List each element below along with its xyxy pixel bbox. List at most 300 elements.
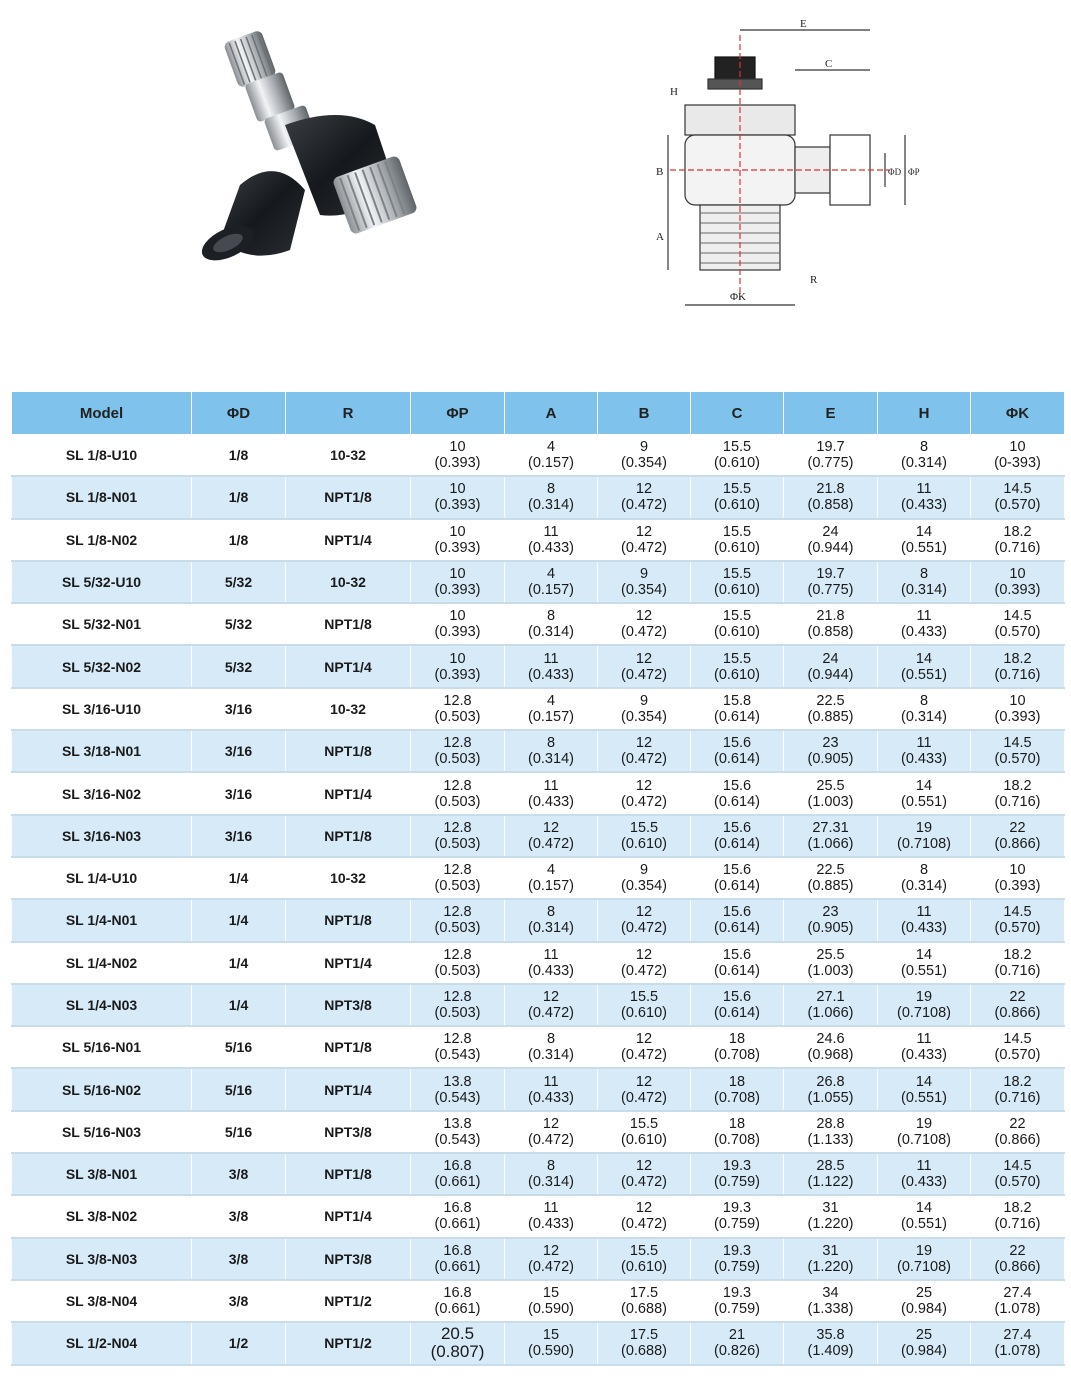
table-cell bbox=[411, 730, 505, 772]
metric-value: 12 bbox=[542, 989, 560, 1005]
inch-value: (0.314) bbox=[528, 920, 574, 937]
metric-value: 24.6 bbox=[816, 1031, 845, 1048]
table-cell bbox=[784, 730, 878, 772]
table-cell bbox=[505, 561, 598, 603]
metric-value: 20.5 bbox=[440, 1324, 475, 1344]
table-cell bbox=[598, 984, 691, 1026]
table-cell bbox=[784, 1322, 878, 1364]
table-cell bbox=[784, 984, 878, 1026]
column-header: R bbox=[286, 392, 411, 435]
table-cell bbox=[505, 1026, 598, 1068]
table-cell bbox=[598, 942, 691, 984]
inch-value: (0.503) bbox=[434, 793, 481, 810]
table-cell: 10-32 bbox=[286, 435, 411, 477]
table-row bbox=[12, 1322, 1065, 1364]
inch-value: (0.858) bbox=[807, 624, 854, 641]
inch-value: (0.614) bbox=[714, 708, 760, 725]
table-cell: SL 3/16-N02 bbox=[12, 772, 192, 814]
inch-value: (0.610) bbox=[714, 582, 760, 599]
table-cell bbox=[691, 730, 784, 772]
metric-value: 12 bbox=[542, 1115, 560, 1132]
table-cell bbox=[878, 815, 971, 857]
metric-value: 14 bbox=[915, 1200, 933, 1217]
label-b: B bbox=[656, 166, 664, 178]
metric-value: 12.8 bbox=[443, 862, 472, 879]
metric-value: 12 bbox=[542, 1242, 560, 1259]
table-cell: NPT1/4 bbox=[286, 1068, 411, 1110]
table-cell bbox=[971, 476, 1065, 518]
table-cell bbox=[971, 984, 1065, 1026]
table-cell bbox=[878, 857, 971, 899]
metric-value: 11 bbox=[916, 904, 932, 921]
inch-value: (0.433) bbox=[901, 497, 947, 514]
metric-value: 18.2 bbox=[1003, 650, 1032, 667]
inch-value: (0.570) bbox=[994, 1174, 1041, 1191]
table-cell: NPT3/8 bbox=[286, 1111, 411, 1153]
inch-value: (0.708) bbox=[714, 1047, 760, 1064]
table-cell: SL 1/8-N01 bbox=[12, 476, 192, 518]
table-cell bbox=[598, 1026, 691, 1068]
table-cell bbox=[411, 561, 505, 603]
table-cell bbox=[971, 688, 1065, 730]
inch-value: (0.614) bbox=[714, 962, 760, 979]
metric-value: 8 bbox=[546, 481, 556, 498]
table-cell: SL 1/4-U10 bbox=[12, 857, 192, 899]
column-header: B bbox=[598, 392, 691, 435]
metric-value: 12 bbox=[635, 735, 653, 752]
inch-value: (0.716) bbox=[994, 962, 1041, 979]
inch-value: (0.393) bbox=[434, 455, 481, 472]
inch-value: (1.122) bbox=[807, 1174, 854, 1191]
metric-value: 15.6 bbox=[722, 862, 752, 879]
inch-value: (0.7108) bbox=[896, 1131, 951, 1148]
table-cell: NPT1/8 bbox=[286, 730, 411, 772]
table-cell bbox=[878, 688, 971, 730]
table-cell bbox=[878, 1068, 971, 1110]
table-cell: 1/4 bbox=[192, 899, 286, 941]
inch-value: (0.314) bbox=[528, 751, 574, 768]
label-r: R bbox=[810, 274, 818, 286]
inch-value: (0.503) bbox=[434, 920, 481, 937]
table-cell bbox=[411, 1111, 505, 1153]
table-cell bbox=[411, 1322, 505, 1364]
metric-value: 14.5 bbox=[1003, 1031, 1032, 1048]
inch-value: (0.472) bbox=[621, 793, 667, 810]
table-row bbox=[12, 1153, 1065, 1195]
table-cell: 3/16 bbox=[192, 815, 286, 857]
metric-value: 22 bbox=[1009, 1115, 1026, 1132]
table-cell: 1/2 bbox=[192, 1322, 286, 1364]
inch-value: (0.590) bbox=[528, 1343, 574, 1360]
inch-value: (0.354) bbox=[621, 582, 667, 599]
table-cell bbox=[784, 645, 878, 687]
inch-value: (0.314) bbox=[901, 582, 947, 599]
inch-value: (0.551) bbox=[901, 1089, 947, 1106]
table-cell bbox=[505, 1280, 598, 1322]
inch-value: (0.543) bbox=[434, 1089, 481, 1106]
table-cell bbox=[878, 561, 971, 603]
inch-value: (0.7108) bbox=[896, 835, 951, 852]
metric-value: 11 bbox=[916, 735, 932, 752]
table-cell bbox=[784, 772, 878, 814]
table-cell: NPT1/8 bbox=[286, 899, 411, 941]
metric-value: 15.5 bbox=[629, 1115, 659, 1132]
table-cell bbox=[971, 1238, 1065, 1280]
metric-value: 10 bbox=[1009, 566, 1026, 583]
column-header: ΦP bbox=[411, 392, 505, 435]
table-row bbox=[12, 1068, 1065, 1110]
table-cell bbox=[598, 1195, 691, 1237]
table-cell bbox=[598, 899, 691, 941]
metric-value: 15.6 bbox=[722, 819, 752, 836]
inch-value: (0.759) bbox=[714, 1216, 760, 1233]
table-cell: SL 1/8-U10 bbox=[12, 435, 192, 477]
table-cell bbox=[505, 984, 598, 1026]
metric-value: 12 bbox=[635, 777, 653, 794]
inch-value: (1.078) bbox=[994, 1301, 1041, 1318]
table-cell bbox=[878, 984, 971, 1026]
metric-value: 8 bbox=[546, 1158, 556, 1175]
table-cell bbox=[691, 1322, 784, 1364]
metric-value: 19.7 bbox=[816, 439, 845, 456]
spec-table bbox=[11, 391, 1065, 1366]
inch-value: (0.393) bbox=[994, 582, 1041, 599]
table-row bbox=[12, 476, 1065, 518]
inch-value: (0.716) bbox=[994, 793, 1041, 810]
inch-value: (1.078) bbox=[994, 1343, 1041, 1360]
table-cell bbox=[784, 942, 878, 984]
inch-value: (1.066) bbox=[807, 835, 854, 852]
table-cell bbox=[691, 899, 784, 941]
inch-value: (0.314) bbox=[528, 1174, 574, 1191]
table-cell bbox=[784, 1195, 878, 1237]
table-cell: SL 5/32-N02 bbox=[12, 645, 192, 687]
inch-value: (0.944) bbox=[807, 539, 854, 556]
inch-value: (0.433) bbox=[901, 624, 947, 641]
table-cell bbox=[878, 942, 971, 984]
table-cell bbox=[505, 476, 598, 518]
table-cell bbox=[691, 603, 784, 645]
table-cell bbox=[784, 688, 878, 730]
metric-value: 15.5 bbox=[629, 819, 659, 836]
metric-value: 22.5 bbox=[816, 692, 845, 709]
inch-value: (0.614) bbox=[714, 920, 760, 937]
table-cell bbox=[971, 1322, 1065, 1364]
table-row bbox=[12, 1280, 1065, 1322]
metric-value: 19 bbox=[915, 1242, 933, 1259]
table-cell bbox=[784, 1068, 878, 1110]
metric-value: 14 bbox=[915, 523, 933, 540]
table-cell: 3/16 bbox=[192, 730, 286, 772]
inch-value: (1.066) bbox=[807, 1005, 854, 1021]
inch-value: (0.433) bbox=[528, 793, 574, 810]
metric-value: 16.8 bbox=[443, 1242, 472, 1259]
metric-value: 15.6 bbox=[722, 989, 752, 1005]
metric-value: 25 bbox=[915, 1327, 933, 1344]
inch-value: (1.220) bbox=[807, 1258, 854, 1275]
table-cell bbox=[411, 942, 505, 984]
table-cell bbox=[505, 1238, 598, 1280]
metric-value: 26.8 bbox=[816, 1073, 845, 1090]
inch-value: (0.7108) bbox=[896, 1005, 951, 1021]
metric-value: 11 bbox=[916, 1031, 932, 1048]
inch-value: (0.503) bbox=[434, 1005, 481, 1021]
table-cell: NPT1/4 bbox=[286, 1195, 411, 1237]
inch-value: (1.338) bbox=[807, 1301, 854, 1318]
table-cell bbox=[691, 772, 784, 814]
table-cell bbox=[505, 857, 598, 899]
metric-value: 28.5 bbox=[816, 1158, 845, 1175]
inch-value: (0.984) bbox=[901, 1301, 947, 1318]
table-cell: NPT1/2 bbox=[286, 1280, 411, 1322]
metric-value: 10 bbox=[1009, 862, 1026, 879]
metric-value: 12 bbox=[635, 481, 653, 498]
table-cell bbox=[691, 435, 784, 477]
table-cell: SL 1/8-N02 bbox=[12, 519, 192, 561]
metric-value: 11 bbox=[543, 523, 559, 540]
inch-value: (0.433) bbox=[528, 1216, 574, 1233]
inch-value: (0.393) bbox=[434, 582, 481, 599]
metric-value: 14 bbox=[915, 777, 933, 794]
metric-value: 18.2 bbox=[1003, 946, 1032, 963]
metric-value: 11 bbox=[916, 1158, 932, 1175]
inch-value: (0.472) bbox=[621, 751, 667, 768]
metric-value: 15.5 bbox=[722, 650, 752, 667]
inch-value: (0.610) bbox=[714, 497, 760, 514]
inch-value: (0.433) bbox=[528, 539, 574, 556]
inch-value: (1.003) bbox=[807, 793, 854, 810]
metric-value: 12 bbox=[635, 1073, 653, 1090]
metric-value: 11 bbox=[916, 608, 932, 625]
table-cell: SL 3/8-N03 bbox=[12, 1238, 192, 1280]
table-cell bbox=[598, 476, 691, 518]
table-cell bbox=[411, 1238, 505, 1280]
table-cell bbox=[411, 984, 505, 1026]
inch-value: (0.570) bbox=[994, 1047, 1041, 1064]
table-cell: SL 3/16-N03 bbox=[12, 815, 192, 857]
column-header: H bbox=[878, 392, 971, 435]
metric-value: 13.8 bbox=[443, 1115, 472, 1132]
inch-value: (0.866) bbox=[994, 1131, 1041, 1148]
table-cell: 5/32 bbox=[192, 603, 286, 645]
table-cell bbox=[784, 1111, 878, 1153]
table-cell bbox=[411, 772, 505, 814]
metric-value: 12 bbox=[635, 1200, 653, 1217]
inch-value: (0.716) bbox=[994, 666, 1041, 683]
table-cell bbox=[505, 730, 598, 772]
table-cell: NPT1/8 bbox=[286, 815, 411, 857]
metric-value: 10 bbox=[1009, 439, 1026, 456]
inch-value: (0.570) bbox=[994, 751, 1041, 768]
table-cell bbox=[411, 1026, 505, 1068]
table-cell bbox=[971, 730, 1065, 772]
table-cell bbox=[971, 1111, 1065, 1153]
metric-value: 19 bbox=[915, 1115, 933, 1132]
inch-value: (1.055) bbox=[807, 1089, 854, 1106]
table-cell bbox=[784, 519, 878, 561]
inch-value: (0.393) bbox=[434, 624, 481, 641]
inch-value: (1.220) bbox=[807, 1216, 854, 1233]
metric-value: 12 bbox=[635, 904, 653, 921]
table-cell bbox=[691, 561, 784, 603]
metric-value: 12.8 bbox=[443, 692, 472, 709]
inch-value: (0.472) bbox=[621, 1089, 667, 1106]
label-k: ΦK bbox=[730, 291, 746, 303]
table-cell bbox=[505, 815, 598, 857]
table-cell bbox=[784, 435, 878, 477]
metric-value: 8 bbox=[546, 735, 556, 752]
table-cell: SL 1/4-N03 bbox=[12, 984, 192, 1026]
inch-value: (1.003) bbox=[807, 962, 854, 979]
inch-value: (0.314) bbox=[901, 878, 947, 895]
metric-value: 14.5 bbox=[1003, 481, 1032, 498]
inch-value: (0.433) bbox=[528, 666, 574, 683]
metric-value: 10 bbox=[449, 523, 466, 540]
metric-value: 12 bbox=[635, 1031, 653, 1048]
metric-value: 8 bbox=[919, 566, 929, 583]
metric-value: 14.5 bbox=[1003, 904, 1032, 921]
table-cell bbox=[878, 1238, 971, 1280]
metric-value: 22 bbox=[1009, 989, 1026, 1005]
inch-value: (0.314) bbox=[528, 624, 574, 641]
table-cell: NPT3/8 bbox=[286, 1238, 411, 1280]
table-row bbox=[12, 1195, 1065, 1237]
table-cell bbox=[691, 645, 784, 687]
table-cell bbox=[505, 772, 598, 814]
metric-value: 27.31 bbox=[812, 819, 849, 836]
table-cell bbox=[598, 1322, 691, 1364]
metric-value: 19.3 bbox=[722, 1285, 752, 1302]
table-cell: SL 3/18-N01 bbox=[12, 730, 192, 772]
table-cell bbox=[598, 857, 691, 899]
metric-value: 15.6 bbox=[722, 904, 752, 921]
table-cell bbox=[971, 435, 1065, 477]
metric-value: 34 bbox=[822, 1285, 839, 1302]
inch-value: (0.716) bbox=[994, 1216, 1041, 1233]
metric-value: 14.5 bbox=[1003, 1158, 1032, 1175]
inch-value: (0.858) bbox=[807, 497, 854, 514]
table-row bbox=[12, 1111, 1065, 1153]
table-cell bbox=[598, 688, 691, 730]
column-header: A bbox=[505, 392, 598, 435]
inch-value: (0.661) bbox=[434, 1258, 481, 1275]
table-cell: 5/32 bbox=[192, 561, 286, 603]
table-cell: 5/32 bbox=[192, 645, 286, 687]
metric-value: 15.6 bbox=[722, 735, 752, 752]
column-header: ΦD bbox=[192, 392, 286, 435]
inch-value: (0.433) bbox=[528, 962, 574, 979]
inch-value: (0.314) bbox=[528, 497, 574, 514]
inch-value: (0.543) bbox=[434, 1047, 481, 1064]
metric-value: 10 bbox=[449, 439, 466, 456]
metric-value: 12 bbox=[635, 1158, 653, 1175]
inch-value: (0.610) bbox=[621, 835, 667, 852]
metric-value: 16.8 bbox=[443, 1200, 472, 1217]
table-row bbox=[12, 435, 1065, 477]
table-cell bbox=[411, 815, 505, 857]
table-cell: SL 5/32-N01 bbox=[12, 603, 192, 645]
inch-value: (0.472) bbox=[528, 835, 574, 852]
label-d: ΦD bbox=[888, 167, 902, 177]
table-cell bbox=[411, 1195, 505, 1237]
inch-value: (0.688) bbox=[621, 1301, 667, 1318]
table-cell bbox=[971, 1153, 1065, 1195]
inch-value: (0.688) bbox=[621, 1343, 667, 1360]
table-cell bbox=[505, 1068, 598, 1110]
table-cell bbox=[971, 1195, 1065, 1237]
metric-value: 9 bbox=[639, 566, 649, 583]
table-cell bbox=[691, 1026, 784, 1068]
inch-value: (0.543) bbox=[434, 1131, 481, 1148]
metric-value: 16.8 bbox=[443, 1285, 472, 1302]
metric-value: 19 bbox=[915, 819, 933, 836]
inch-value: (0.354) bbox=[621, 708, 667, 725]
inch-value: (0.866) bbox=[994, 1258, 1041, 1275]
table-cell: SL 1/2-N04 bbox=[12, 1322, 192, 1364]
table-cell bbox=[691, 815, 784, 857]
table-cell: NPT1/4 bbox=[286, 519, 411, 561]
label-a: A bbox=[656, 231, 664, 243]
metric-value: 15 bbox=[542, 1285, 560, 1302]
product-photo bbox=[180, 15, 430, 275]
table-cell bbox=[691, 476, 784, 518]
table-cell bbox=[784, 815, 878, 857]
inch-value: (0.433) bbox=[901, 920, 947, 937]
inch-value: (0.610) bbox=[621, 1131, 667, 1148]
metric-value: 14 bbox=[915, 946, 933, 963]
table-cell bbox=[411, 857, 505, 899]
inch-value: (0.472) bbox=[528, 1258, 574, 1275]
inch-value: (0.472) bbox=[621, 539, 667, 556]
table-cell bbox=[505, 1153, 598, 1195]
metric-value: 17.5 bbox=[629, 1327, 659, 1344]
inch-value: (0.775) bbox=[807, 582, 854, 599]
table-cell bbox=[878, 476, 971, 518]
metric-value: 12.8 bbox=[443, 777, 472, 794]
table-cell bbox=[971, 942, 1065, 984]
metric-value: 10 bbox=[449, 608, 466, 625]
table-cell bbox=[971, 1026, 1065, 1068]
table-cell: 5/16 bbox=[192, 1068, 286, 1110]
metric-value: 19 bbox=[915, 989, 933, 1005]
metric-value: 18.2 bbox=[1003, 777, 1032, 794]
inch-value: (0.661) bbox=[434, 1174, 481, 1191]
metric-value: 12 bbox=[635, 523, 653, 540]
table-cell bbox=[878, 730, 971, 772]
metric-value: 22 bbox=[1009, 1242, 1026, 1259]
metric-value: 22 bbox=[1009, 819, 1026, 836]
table-cell bbox=[598, 1238, 691, 1280]
metric-value: 15.5 bbox=[629, 989, 659, 1005]
metric-value: 12.8 bbox=[443, 989, 472, 1005]
table-cell bbox=[691, 1068, 784, 1110]
table-cell: NPT1/4 bbox=[286, 645, 411, 687]
inch-value: (0.472) bbox=[621, 1174, 667, 1191]
table-cell: SL 3/8-N02 bbox=[12, 1195, 192, 1237]
table-cell: 3/16 bbox=[192, 688, 286, 730]
metric-value: 28.8 bbox=[816, 1115, 845, 1132]
table-cell: NPT1/8 bbox=[286, 1153, 411, 1195]
table-cell bbox=[411, 519, 505, 561]
table-cell: SL 1/4-N02 bbox=[12, 942, 192, 984]
table-cell bbox=[878, 603, 971, 645]
metric-value: 4 bbox=[546, 439, 556, 456]
table-cell bbox=[691, 1195, 784, 1237]
table-row bbox=[12, 772, 1065, 814]
table-cell bbox=[971, 645, 1065, 687]
metric-value: 16.8 bbox=[443, 1158, 472, 1175]
inch-value: (0.610) bbox=[714, 455, 760, 472]
